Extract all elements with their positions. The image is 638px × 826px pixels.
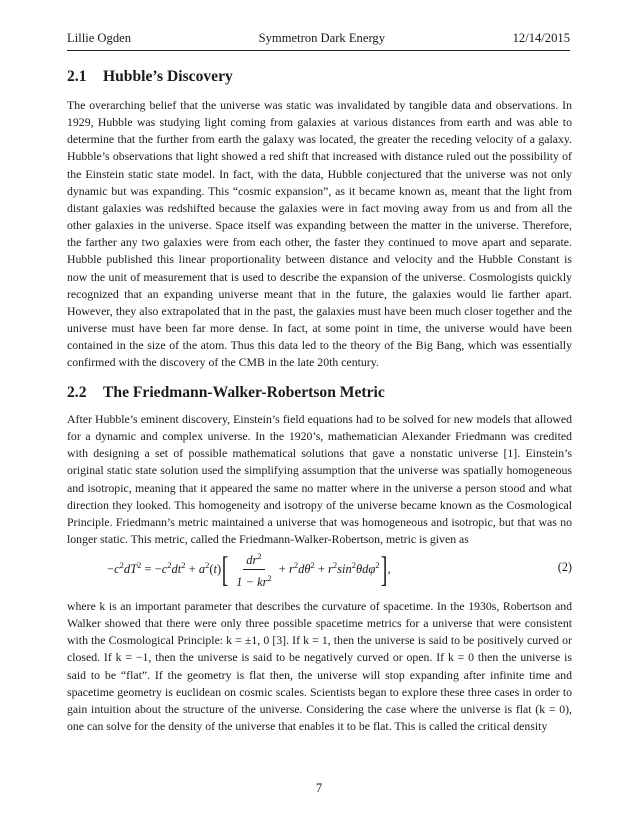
header-rule xyxy=(67,50,570,51)
fraction-denominator: 1 − kr xyxy=(236,574,268,589)
fraction-numerator: dr xyxy=(246,553,258,568)
section-heading-fwr-metric xyxy=(67,384,572,402)
right-bracket: ] xyxy=(380,549,387,589)
header-title: Symmetron Dark Energy xyxy=(258,31,386,45)
paragraph-hubble-discovery: The overarching belief that the universe was static was invalidated by tangible data and observations. In 1929, Hubble was studying light coming from galaxies at various distances from earth and was able to determine that the further from earth the galaxy was located, the greater the receding velocity of a galaxy. Hubble’s observations that light showed a red shift that increased with distance ruled out the possibility of the Einstein static state model. In fact, with the data, Hubble conjectured that the universe was not only dynamic but was expanding. This “cosmic expansion”, as it became known as, meant that the light from distant galaxies was redshifted because the galaxies were in fact moving away from us and from all the other galaxies in the universe. Space itself was expanding between the matter in the universe. Therefore, the farther any two galaxies were from each other, the faster they continued to move apart and separate. Hubble published this linear proportionality between distance and velocity and the Hubble Constant is now the unit of measurement that is used to describe the expansion of the universe. Cosmologists quickly recognized that an expanding universe meant that in the future, the galaxies would lie farther apart. However, they also extrapolated that in the past, the galaxies must have been much closer together and the universe must have been far more dense. In fact, at some point in time, the universe would have been contained in the size of the atom. Thus this data led to the theory of the Big Bang, which was essentially confirmed with the discovery of the CMB in the late 20th century. xyxy=(67,98,572,370)
equation-number: (2) xyxy=(557,560,572,574)
page-number: 7 xyxy=(315,781,323,795)
left-bracket: [ xyxy=(221,549,229,589)
section-title: The Friedmann-Walker-Robertson Metric xyxy=(103,384,385,401)
paragraph-curvature: where k is an important parameter that describes the curvature of spacetime. In the 1930s, Robertson and Walker showed that there were only three possible spacetime metrics for a universe that were consistent with the Cosmological Principle: k = ±1, 0 [3]. If k = 1, then the universe is said to be positively curved or closed. If k = −1, then the universe is said to be negatively curved or open. If k = 0 then the universe is said to be “flat”. If the geometry is flat then, the universe will stop expanding after infinite time and spacetime geometry is euclidean on cosmic scales. Scientists began to explore these three cases in order to gain intuition about the structure of the universe. Considering the case where the universe is flat (k = 0), one can solve for the density of the universe that enables it to be flat. This is called the critical density xyxy=(67,599,572,734)
section-title: Hubble’s Discovery xyxy=(103,68,233,85)
running-header xyxy=(67,31,570,49)
header-author: Lillie Ogden xyxy=(67,31,132,45)
section-heading-hubble xyxy=(67,68,572,86)
equation-body: $-c^2dT^2 = -c^2dt^2 + a^2(t)$ [ $\frac{dr^2}{1 - kr^2}$ + $r^2d\theta^2 + r^2\sin^2\theta d\varphi^2$ ] , xyxy=(107,549,391,589)
fwr-metric-equation xyxy=(67,549,572,589)
section-number: 2.1 xyxy=(67,68,87,85)
paragraph-fwr-intro: After Hubble’s eminent discovery, Einstein’s field equations had to be solved for new models that allowed for a dynamic and complex universe. In the 1920’s, mathematician Alexander Friedmann was credited with designing a set of possible mathematical solutions that gave a nonstatic universe [1]. Einstein’s original static state solution used the simplifying assumption that the universe was spatially homogeneous and isotropic, meaning that it appeared the same no matter where in the universe a person stood and what direction they looked. This homogeneity and isotropy of the universe became known as the Cosmological Principle. Friedmann’s metric maintained a universe that was homogeneous and isotropic, but that was no longer static. This metric, called the Friedmann-Walker-Robertson, metric is given as xyxy=(67,412,572,547)
equation-fraction: $\frac{dr^2}{1 - kr^2}$ xyxy=(236,551,272,589)
section-number: 2.2 xyxy=(67,384,87,401)
header-date: 12/14/2015 xyxy=(512,31,570,45)
